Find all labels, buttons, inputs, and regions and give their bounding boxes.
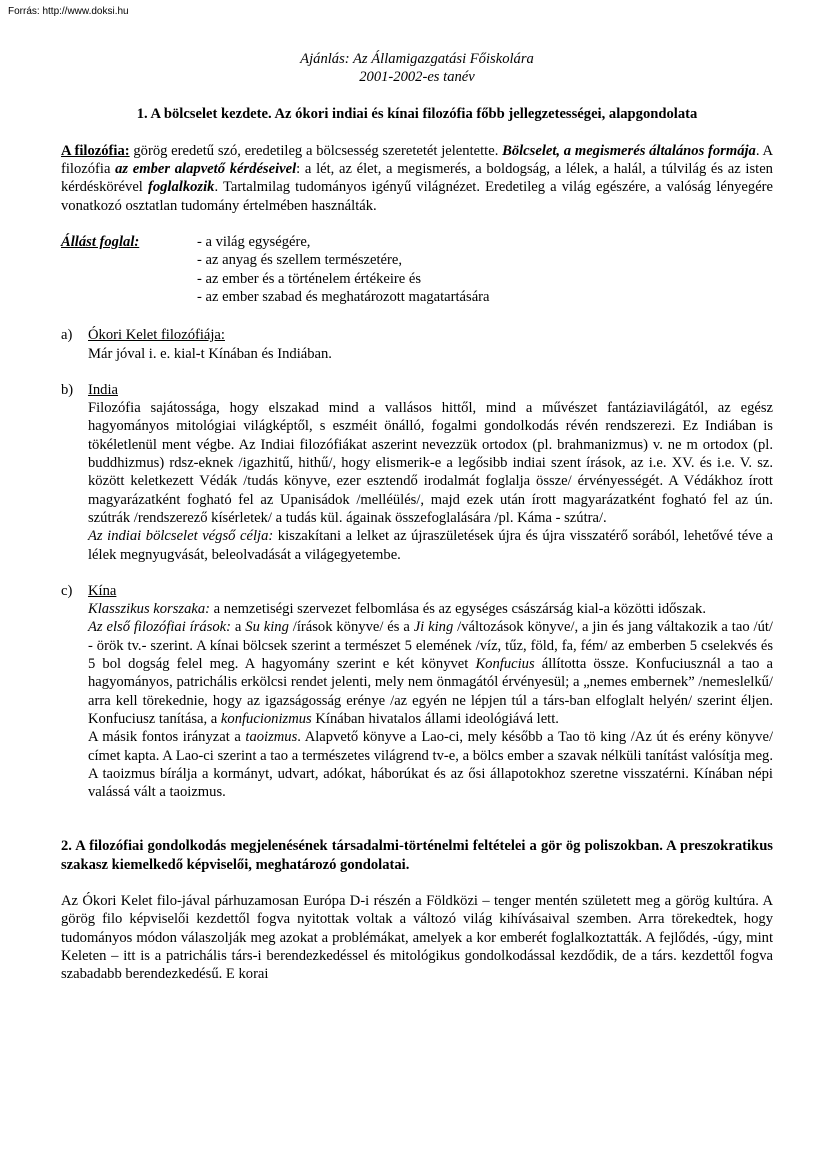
intro-text-4: . Tartalmilag tudományos igényű világnézet. Eredetileg a világ egészére, a valóság lényegére vonatkozó osztatlan tudomány értelmében használták. [61, 179, 774, 214]
section-c-p2-t5: Kínában hivatalos állami ideológiává lett. [311, 710, 559, 727]
source-label: Forrás: http://www.doksi.hu [8, 6, 129, 17]
section-c-p2-t2: /írások könyve/ és a [288, 619, 414, 636]
section-a-letter: a) [61, 327, 73, 344]
section-c-p2-t1: a [231, 619, 246, 636]
intro-term: A filozófia: [61, 142, 130, 159]
section-c-p3-tao: taoizmus [245, 729, 298, 746]
list-item: - az anyag és szellem természetére, [197, 252, 403, 269]
section-b-goal-label: Az indiai bölcselet végső célja: [88, 528, 274, 545]
intro-text-3: : a lét, az élet, a megismerés, a boldogság, a lélek, a halál, a túlvilág és az isten kérdéskörével [61, 161, 773, 196]
stance-list [197, 233, 490, 306]
intro-bold-3: foglalkozik [147, 179, 215, 196]
section-c-p2-su: Su king [245, 619, 289, 636]
section-b-goal-text: kiszakítani a lelket az újraszületések újra és újra visszatérő sorából, lehetővé téve a lélek megnyugvását, beleolvadását a világegyetembe. [88, 528, 774, 563]
section-c-p3 [88, 728, 773, 801]
header-line-2: 2001-2002-es tanév [359, 69, 475, 86]
section-a-title: Ókori Kelet filozófiája: [88, 327, 225, 344]
intro-bold-2: az ember alapvető kérdéseivel [115, 161, 297, 178]
section-c-letter: c) [61, 582, 73, 599]
section-c-p3-t1: A másik fontos irányzat a [88, 729, 246, 746]
section-c-title: Kína [88, 582, 117, 599]
section-c-p2-ji: Ji king [413, 619, 454, 636]
intro-text-2: . A filozófia [61, 142, 773, 178]
list-item: - a világ egységére, [197, 234, 311, 251]
intro-bold-1: Bölcselet, a megismerés általános formája [502, 142, 756, 159]
section-a-text: Már jóval i. e. kial-t Kínában és Indiában. [88, 345, 332, 362]
section-c-p1-text: a nemzetiségi szervezet felbomlása és az egységes császárság kial-a közötti időszak. [210, 601, 706, 618]
section-c-p2-konfiz: konfucionizmus [220, 710, 312, 727]
list-item: - az ember szabad és meghatározott magatartására [197, 288, 490, 305]
section-a [61, 326, 773, 363]
section-c-p1 [88, 600, 773, 618]
heading-2: 2. A filozófiai gondolkodás megjelenésének társadalmi-történelmi feltételei a gör ög poliszokban. A preszokratikus szakasz kiemelkedő képviselői, meghatározó gondolatai. [61, 838, 773, 873]
section-c-p2-t4: állította össze. Konfuciusznál a tao a hagyományos, patrichális erkölcsi rendet jelenti, mely nem önmagától érvényesül; a „nemes embernek” /nemeslelkű/ arra kell törekednie, hogy az igazságosság erénye /az egyén ne lépjen túl a társ-ban elfoglalt helyén/ szerint éljen. Konfuciusz tanítása, a [88, 656, 774, 727]
intro-text-1: görög eredetű szó, eredetileg a bölcsesség szeretetét jelentette. [129, 142, 503, 159]
intro-paragraph [61, 142, 773, 215]
heading-1: 1. A bölcselet kezdete. Az ókori indiai és kínai filozófia főbb jellegzetességei, alapgondolata [136, 105, 698, 122]
section-b [61, 381, 773, 564]
section-c-p2-t3: /változások könyve/, a jin és jang váltakozik a tao /út/ - örök tv.- szerint. A kínai bölcsek szerint a természet 5 elemének /víz, tűz, föld, fa, fém/ az emberben 5 cselekvés és 5 bol dogság felel meg. A hagyomány szerint e két könyvet [88, 619, 773, 673]
section-c-p3-t2: . Alapvető könyve a Lao-ci, mely később a Tao tö king /Az út és erény könyve/ címet kapta. A Lao-ci szerint a tao a természetes világrend tv-e, a bölcs ember a szavak nélküli tanítást valósítja meg. A taoizmus bírálja a kormányt, udvart, adókat, háborúkat és az ősi állapotokhoz szeretne visszatérni. Kínában népi valássá vált a taoizmus. [88, 729, 773, 801]
section-c-p2 [88, 618, 773, 728]
document-page [61, 50, 773, 983]
stance-label: Állást foglal: [61, 234, 140, 251]
section-c-p2-konf: Konfucius [475, 656, 535, 673]
header-line-1: Ajánlás: Az Államigazgatási Főiskolára [300, 51, 534, 67]
section-b-title [88, 381, 773, 399]
list-item: - az ember és a történelem értékeire és [197, 270, 422, 287]
section-c-p1-label: Klasszikus korszaka: [88, 601, 211, 618]
section-b-title-text: India [88, 381, 118, 398]
stance-block [61, 233, 773, 306]
section-b-text: Filozófia sajátossága, hogy elszakad mind a vallásos hittől, mind a művészet fantáziavilágától, az egész hagyományos mitológiai világképtől, s eszméit önálló, fogalmi gondolkodás révén rendszerezi. Ez Indiában is tökéletlenül ment végbe. Az Indiai filozófiákat aszerint nevezzük ortodox (pl. brahmanizmus) v. ne m ortodox (pl. buddhizmus) rdsz-eknek /igazhitű, hithű/, hogy elismerik-e a legősibb indiai szent írások, az i.e. XV. és i.e. V. sz. között keletkezett Védák /tudás könyve, ezer esztendő irodalmát foglalja össze/ érvényességét. A Védákhoz írott magyarázatként fogható fel az Upanisádok /melléülés/, majd ezek után írott magyarázatként fogható fel az ún. szútrák /rendszerező kísérletek/ a tudás kül. ágainak összefoglalására /pl. Káma - szútra/. [88, 400, 773, 526]
section-c [61, 582, 773, 802]
section-c-p2-label: Az első filozófiai írások: [88, 619, 232, 636]
section-b-goal [88, 527, 773, 564]
section-b-letter: b) [61, 381, 74, 398]
closing-paragraph: Az Ókori Kelet filo-jával párhuzamosan Európa D-i részén a Földközi – tenger mentén született meg a görög kultúra. A görög filo képviselői kezdettől fogva nyitottak voltak a változó világ kihívásaival szemben. Arra törekedtek, hogy tudományos módon válaszolják meg azokat a problémákat, amelyek a kor emberét foglalkoztatták. A fejlődés, -úgy, mint Keleten – itt is a patrichális társ-i berendezkedéssel és mitológikus gondolkodással kezdődik, de a társ. kezdettől fogva szabadabb berendezkedésű. E korai [61, 892, 773, 983]
